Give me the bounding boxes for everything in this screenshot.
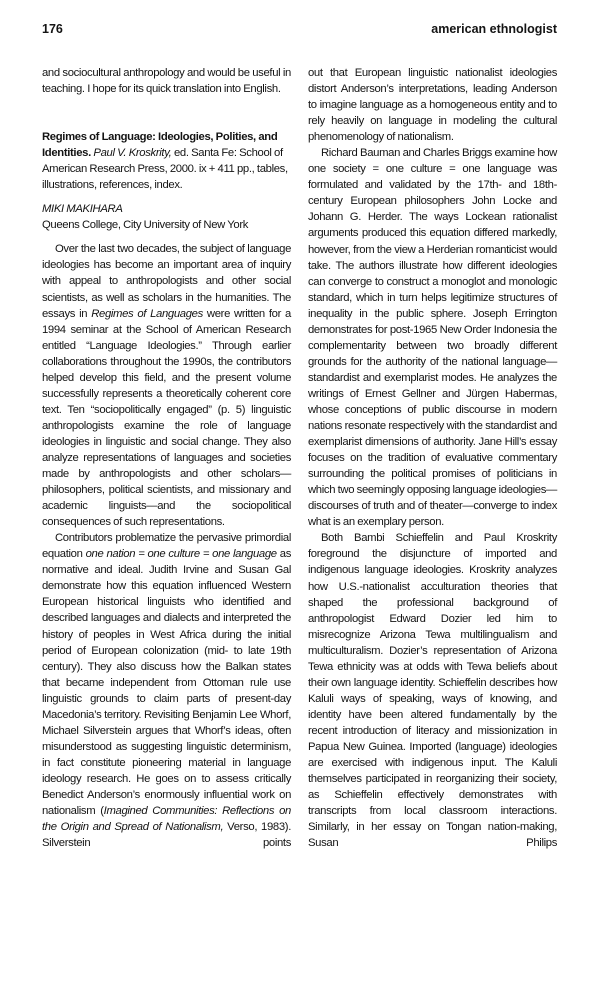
review-citation bbox=[42, 129, 291, 193]
reviewer-name: MIKI MAKIHARA bbox=[42, 203, 123, 216]
text-run: were written for a 1994 seminar at the School of American Research entitled “Language Ideologies.” Through earlier collaborations throughout the 1990s, the contributors helped develop this field, and the present volume successfully represents a theoretically coherent core text. Ten “sociopolitically engaged” (p. 5) linguistic anthropologists examine the role of language ideologies in linguistic and social change. They also analyze representations of languages and societies made by anthropologists and other scholars—philosophers, political scientists, and missionary and academic linguists—and the sociopolitical consequences of such representations. bbox=[42, 307, 291, 529]
reviewer-affiliation: Queens College, City University of New York bbox=[42, 219, 249, 232]
running-header bbox=[42, 22, 557, 38]
italic-title: Regimes of Languages bbox=[91, 307, 203, 320]
book-editor: Paul V. Kroskrity, bbox=[93, 147, 172, 160]
book-title: Regimes of Language: Ideologies, Polities, and Identities. bbox=[42, 131, 278, 160]
book-details: ed. Santa Fe: School of American Research Press, 2000. ix + 411 pp., tables, illustrations, references, index. bbox=[42, 147, 288, 192]
text-run: Verso, 1983). Silverstein points bbox=[42, 821, 291, 850]
page-number: 176 bbox=[42, 22, 63, 36]
italic-title: Imagined Communities: Reflections on the Origin and Spread of Nationalism, bbox=[42, 805, 291, 834]
carryover-paragraph: out that European linguistic nationalist ideologies distort Anderson’s interpretations, leading Anderson to imagine language as a homogeneous entity and to rely heavily on language in modeling the cultural phenomenology of nationalism. bbox=[308, 67, 557, 144]
text-run: as normative and ideal. Judith Irvine and Susan Gal demonstrate how this equation influenced Western European historical linguists who identified and described languages and dialects and interpreted the history of peoples in West Africa during the initial period of European colonization (mid- to late 19th century). They also discuss how the Balkan states that became independent from Ottoman rule use linguistic grounds to claim parts of present-day Macedonia’s territory. Revisiting Benjamin Lee Whorf, Michael Silverstein argues that Whorf’s ideas, often misunderstood as suggesting linguistic determinism, in fact constitute pioneering material in language ideology research. He goes on to assess critically Benedict Anderson’s enormously influential work on nationalism ( bbox=[42, 548, 291, 818]
right-column bbox=[308, 65, 557, 851]
body-paragraph bbox=[42, 241, 291, 530]
journal-name: american ethnologist bbox=[431, 22, 557, 36]
italic-equation: one nation = one culture = one language bbox=[85, 548, 277, 561]
carryover-paragraph: and sociocultural anthropology and would be useful in teaching. I hope for its quick translation into English. bbox=[42, 67, 291, 96]
left-column bbox=[42, 65, 291, 851]
body-paragraph bbox=[42, 530, 291, 851]
text-run: Over the last two decades, the subject of language ideologies has become an important area of inquiry with appeal to anthropologists and other social scientists, as well as scholars in the humanities. The essays in bbox=[42, 243, 291, 320]
body-paragraph: Both Bambi Schieffelin and Paul Kroskrity foreground the disjuncture of imported and indigenous language ideologies. Kroskrity analyzes how U.S.-nationalist acculturation theories that shaped the professional background of anthropologist Edward Dozier led him to misrecognize Arizona Tewa multilingualism and multiculturalism. Dozier’s representation of Arizona Tewa ethnicity was at odds with Tewa beliefs about their own language identity. Schieffelin describes how Kaluli ways of speaking, ways of knowing, and identity have been altered fundamentally by the recent introduction of literacy and missionization in Papua New Guinea. Imported (language) ideologies are exercised with indigenous input. The Kaluli themselves participated in reorganizing their society, as Schieffelin effectively demonstrates with transcripts from local classroom interactions. Similarly, in her essay on Tongan nation-making, Susan Philips bbox=[308, 532, 557, 850]
body-paragraph: Richard Bauman and Charles Briggs examine how one society = one culture = one language was formulated and validated by the 17th- and 18th-century European philosophers John Locke and Johann G. Herder. The ways Lockean rationalist arguments produced this equation differed markedly, however, from the view a Herderian romanticist would take. The authors illustrate how different ideologies can converge to construct a monoglot and monologic standard, which in turn helps legitimize structures of inequality in the public sphere. Joseph Errington demonstrates for post-1965 New Order Indonesia the complementarity between two broadly different grounds for the authority of the national language—standardist and exemplarist modes. He analyzes the writings of Ernest Gellner and Jürgen Habermas, whose conceptions of public discourse in modern nations resonate respectively with the standardist and exemplarist dimensions of authority. Jane Hill’s essay focuses on the tradition of evaluative commentary surrounding the political promises of politicians in which two seemingly opposing language ideologies—discourses of truth and of theater—converge to index what is an exemplary person. bbox=[308, 147, 557, 529]
text-run: Contributors problematize the pervasive primordial equation bbox=[42, 532, 291, 561]
